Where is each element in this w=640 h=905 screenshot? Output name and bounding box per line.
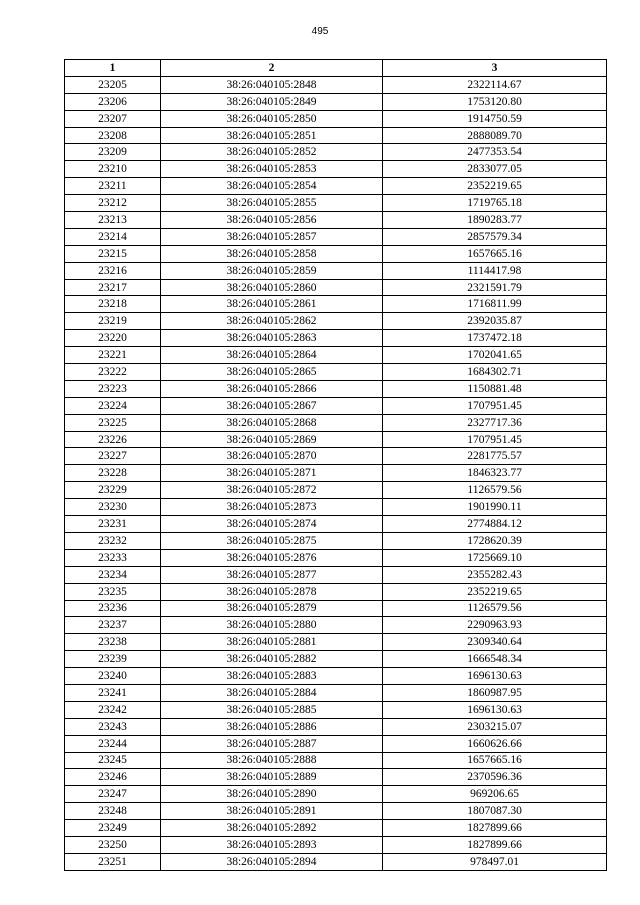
cadastral-number-cell: 38:26:040105:2862 [161, 313, 383, 330]
cadastral-number-cell: 38:26:040105:2876 [161, 549, 383, 566]
cadastral-value-cell: 1657665.16 [383, 245, 607, 262]
row-number-cell: 23236 [65, 600, 161, 617]
cadastral-value-cell: 1737472.18 [383, 330, 607, 347]
cadastral-value-cell: 1846323.77 [383, 465, 607, 482]
cadastral-value-cell: 969206.65 [383, 786, 607, 803]
cadastral-value-cell: 1890283.77 [383, 212, 607, 229]
cadastral-value-cell: 1126579.56 [383, 482, 607, 499]
row-number-cell: 23209 [65, 144, 161, 161]
header-col-2: 2 [161, 60, 383, 77]
row-number-cell: 23211 [65, 178, 161, 195]
row-number-cell: 23234 [65, 566, 161, 583]
cadastral-value-cell: 2321591.79 [383, 279, 607, 296]
cadastral-value-cell: 1150881.48 [383, 380, 607, 397]
table-row [65, 431, 607, 448]
table-row [65, 161, 607, 178]
row-number-cell: 23224 [65, 397, 161, 414]
cadastral-value-cell: 1753120.80 [383, 93, 607, 110]
cadastral-value-cell: 2392035.87 [383, 313, 607, 330]
table-body [65, 76, 607, 870]
row-number-cell: 23206 [65, 93, 161, 110]
header-col-3: 3 [383, 60, 607, 77]
cadastral-value-cell: 2833077.05 [383, 161, 607, 178]
table-row [65, 93, 607, 110]
cadastral-number-cell: 38:26:040105:2865 [161, 364, 383, 381]
cadastral-value-cell: 1684302.71 [383, 364, 607, 381]
table-row [65, 532, 607, 549]
cadastral-number-cell: 38:26:040105:2860 [161, 279, 383, 296]
table-row [65, 516, 607, 533]
row-number-cell: 23247 [65, 786, 161, 803]
cadastral-number-cell: 38:26:040105:2870 [161, 448, 383, 465]
table-row [65, 397, 607, 414]
cadastral-number-cell: 38:26:040105:2866 [161, 380, 383, 397]
table-row [65, 296, 607, 313]
cadastral-number-cell: 38:26:040105:2859 [161, 262, 383, 279]
row-number-cell: 23212 [65, 195, 161, 212]
cadastral-value-cell: 1860987.95 [383, 684, 607, 701]
page-number: 495 [311, 26, 329, 37]
row-number-cell: 23251 [65, 853, 161, 870]
row-number-cell: 23239 [65, 651, 161, 668]
table-row [65, 228, 607, 245]
cadastral-value-cell: 1660626.66 [383, 735, 607, 752]
cadastral-number-cell: 38:26:040105:2850 [161, 110, 383, 127]
table-row [65, 769, 607, 786]
table-row [65, 617, 607, 634]
cadastral-number-cell: 38:26:040105:2858 [161, 245, 383, 262]
cadastral-number-cell: 38:26:040105:2878 [161, 583, 383, 600]
cadastral-value-cell: 2352219.65 [383, 178, 607, 195]
cadastral-value-cell: 2303215.07 [383, 718, 607, 735]
cadastral-value-cell: 1728620.39 [383, 532, 607, 549]
table-row [65, 549, 607, 566]
cadastral-value-cell: 1707951.45 [383, 397, 607, 414]
row-number-cell: 23232 [65, 532, 161, 549]
cadastral-value-cell: 1914750.59 [383, 110, 607, 127]
cadastral-value-cell: 978497.01 [383, 853, 607, 870]
row-number-cell: 23246 [65, 769, 161, 786]
table-row [65, 566, 607, 583]
row-number-cell: 23220 [65, 330, 161, 347]
row-number-cell: 23237 [65, 617, 161, 634]
table-row [65, 262, 607, 279]
row-number-cell: 23216 [65, 262, 161, 279]
table-row [65, 668, 607, 685]
row-number-cell: 23219 [65, 313, 161, 330]
row-number-cell: 23229 [65, 482, 161, 499]
row-number-cell: 23228 [65, 465, 161, 482]
cadastral-value-cell: 2355282.43 [383, 566, 607, 583]
cadastral-number-cell: 38:26:040105:2892 [161, 820, 383, 837]
cadastral-number-cell: 38:26:040105:2857 [161, 228, 383, 245]
cadastral-number-cell: 38:26:040105:2849 [161, 93, 383, 110]
table-row [65, 330, 607, 347]
row-number-cell: 23218 [65, 296, 161, 313]
row-number-cell: 23245 [65, 752, 161, 769]
table-row [65, 718, 607, 735]
row-number-cell: 23215 [65, 245, 161, 262]
cadastral-value-cell: 1901990.11 [383, 499, 607, 516]
cadastral-value-cell: 1696130.63 [383, 701, 607, 718]
cadastral-value-cell: 2290963.93 [383, 617, 607, 634]
table-row [65, 803, 607, 820]
table-row [65, 499, 607, 516]
row-number-cell: 23249 [65, 820, 161, 837]
cadastral-value-cell: 2322114.67 [383, 76, 607, 93]
table-row [65, 735, 607, 752]
table-row [65, 600, 607, 617]
row-number-cell: 23207 [65, 110, 161, 127]
table-row [65, 245, 607, 262]
row-number-cell: 23221 [65, 347, 161, 364]
header-row [65, 60, 607, 77]
cadastral-value-cell: 2888089.70 [383, 127, 607, 144]
cadastral-number-cell: 38:26:040105:2856 [161, 212, 383, 229]
cadastral-number-cell: 38:26:040105:2855 [161, 195, 383, 212]
cadastral-value-cell: 1126579.56 [383, 600, 607, 617]
cadastral-value-cell: 1702041.65 [383, 347, 607, 364]
cadastral-value-cell: 2370596.36 [383, 769, 607, 786]
cadastral-number-cell: 38:26:040105:2894 [161, 853, 383, 870]
cadastral-value-cell: 1666548.34 [383, 651, 607, 668]
cadastral-value-cell: 1696130.63 [383, 668, 607, 685]
row-number-cell: 23230 [65, 499, 161, 516]
table-row [65, 820, 607, 837]
cadastral-value-cell: 1827899.66 [383, 820, 607, 837]
table-row [65, 651, 607, 668]
cadastral-number-cell: 38:26:040105:2851 [161, 127, 383, 144]
cadastral-number-cell: 38:26:040105:2884 [161, 684, 383, 701]
row-number-cell: 23205 [65, 76, 161, 93]
cadastral-number-cell: 38:26:040105:2883 [161, 668, 383, 685]
cadastral-value-cell: 2352219.65 [383, 583, 607, 600]
row-number-cell: 23231 [65, 516, 161, 533]
table-row [65, 752, 607, 769]
cadastral-number-cell: 38:26:040105:2867 [161, 397, 383, 414]
table-row [65, 684, 607, 701]
table-header [65, 60, 607, 77]
row-number-cell: 23244 [65, 735, 161, 752]
table-row [65, 144, 607, 161]
cadastral-value-cell: 2857579.34 [383, 228, 607, 245]
cadastral-value-cell: 1725669.10 [383, 549, 607, 566]
table-row [65, 347, 607, 364]
table-row [65, 364, 607, 381]
row-number-cell: 23240 [65, 668, 161, 685]
table-row [65, 313, 607, 330]
table-row [65, 414, 607, 431]
cadastral-value-cell: 1657665.16 [383, 752, 607, 769]
row-number-cell: 23241 [65, 684, 161, 701]
cadastral-number-cell: 38:26:040105:2848 [161, 76, 383, 93]
cadastral-number-cell: 38:26:040105:2886 [161, 718, 383, 735]
cadastral-value-cell: 1707951.45 [383, 431, 607, 448]
cadastral-value-cell: 1719765.18 [383, 195, 607, 212]
table-row [65, 836, 607, 853]
cadastral-number-cell: 38:26:040105:2887 [161, 735, 383, 752]
table-row [65, 583, 607, 600]
table-row [65, 786, 607, 803]
row-number-cell: 23223 [65, 380, 161, 397]
row-number-cell: 23210 [65, 161, 161, 178]
row-number-cell: 23208 [65, 127, 161, 144]
cadastral-number-cell: 38:26:040105:2893 [161, 836, 383, 853]
cadastral-number-cell: 38:26:040105:2881 [161, 634, 383, 651]
row-number-cell: 23227 [65, 448, 161, 465]
cadastral-number-cell: 38:26:040105:2868 [161, 414, 383, 431]
cadastral-number-cell: 38:26:040105:2885 [161, 701, 383, 718]
cadastral-number-cell: 38:26:040105:2874 [161, 516, 383, 533]
table-row [65, 448, 607, 465]
cadastral-number-cell: 38:26:040105:2863 [161, 330, 383, 347]
cadastral-number-cell: 38:26:040105:2852 [161, 144, 383, 161]
table-row [65, 853, 607, 870]
cadastral-number-cell: 38:26:040105:2879 [161, 600, 383, 617]
cadastral-value-cell: 1114417.98 [383, 262, 607, 279]
cadastral-value-cell: 2774884.12 [383, 516, 607, 533]
cadastral-number-cell: 38:26:040105:2872 [161, 482, 383, 499]
table-row [65, 212, 607, 229]
cadastral-number-cell: 38:26:040105:2877 [161, 566, 383, 583]
cadastral-number-cell: 38:26:040105:2873 [161, 499, 383, 516]
table-row [65, 127, 607, 144]
table-row [65, 380, 607, 397]
cadastral-value-cell: 2281775.57 [383, 448, 607, 465]
cadastral-number-cell: 38:26:040105:2875 [161, 532, 383, 549]
table-row [65, 634, 607, 651]
cadastral-number-cell: 38:26:040105:2854 [161, 178, 383, 195]
cadastral-number-cell: 38:26:040105:2871 [161, 465, 383, 482]
cadastral-value-cell: 2327717.36 [383, 414, 607, 431]
cadastral-number-cell: 38:26:040105:2861 [161, 296, 383, 313]
table-row [65, 76, 607, 93]
row-number-cell: 23214 [65, 228, 161, 245]
table-row [65, 110, 607, 127]
row-number-cell: 23248 [65, 803, 161, 820]
row-number-cell: 23250 [65, 836, 161, 853]
row-number-cell: 23233 [65, 549, 161, 566]
row-number-cell: 23243 [65, 718, 161, 735]
cadastral-number-cell: 38:26:040105:2890 [161, 786, 383, 803]
cadastral-number-cell: 38:26:040105:2891 [161, 803, 383, 820]
table-row [65, 701, 607, 718]
row-number-cell: 23213 [65, 212, 161, 229]
row-number-cell: 23225 [65, 414, 161, 431]
table-row [65, 279, 607, 296]
cadastral-number-cell: 38:26:040105:2864 [161, 347, 383, 364]
table-row [65, 482, 607, 499]
cadastral-value-cell: 2477353.54 [383, 144, 607, 161]
row-number-cell: 23222 [65, 364, 161, 381]
table-row [65, 195, 607, 212]
row-number-cell: 23217 [65, 279, 161, 296]
cadastral-value-cell: 1827899.66 [383, 836, 607, 853]
header-col-1: 1 [65, 60, 161, 77]
row-number-cell: 23226 [65, 431, 161, 448]
table-row [65, 178, 607, 195]
cadastral-value-cell: 2309340.64 [383, 634, 607, 651]
cadastral-value-cell: 1807087.30 [383, 803, 607, 820]
table-row [65, 465, 607, 482]
cadastral-number-cell: 38:26:040105:2882 [161, 651, 383, 668]
cadastral-value-cell: 1716811.99 [383, 296, 607, 313]
cadastral-number-cell: 38:26:040105:2888 [161, 752, 383, 769]
cadastral-number-cell: 38:26:040105:2853 [161, 161, 383, 178]
row-number-cell: 23242 [65, 701, 161, 718]
row-number-cell: 23238 [65, 634, 161, 651]
registry-table [64, 59, 607, 871]
cadastral-number-cell: 38:26:040105:2869 [161, 431, 383, 448]
cadastral-number-cell: 38:26:040105:2889 [161, 769, 383, 786]
cadastral-number-cell: 38:26:040105:2880 [161, 617, 383, 634]
row-number-cell: 23235 [65, 583, 161, 600]
